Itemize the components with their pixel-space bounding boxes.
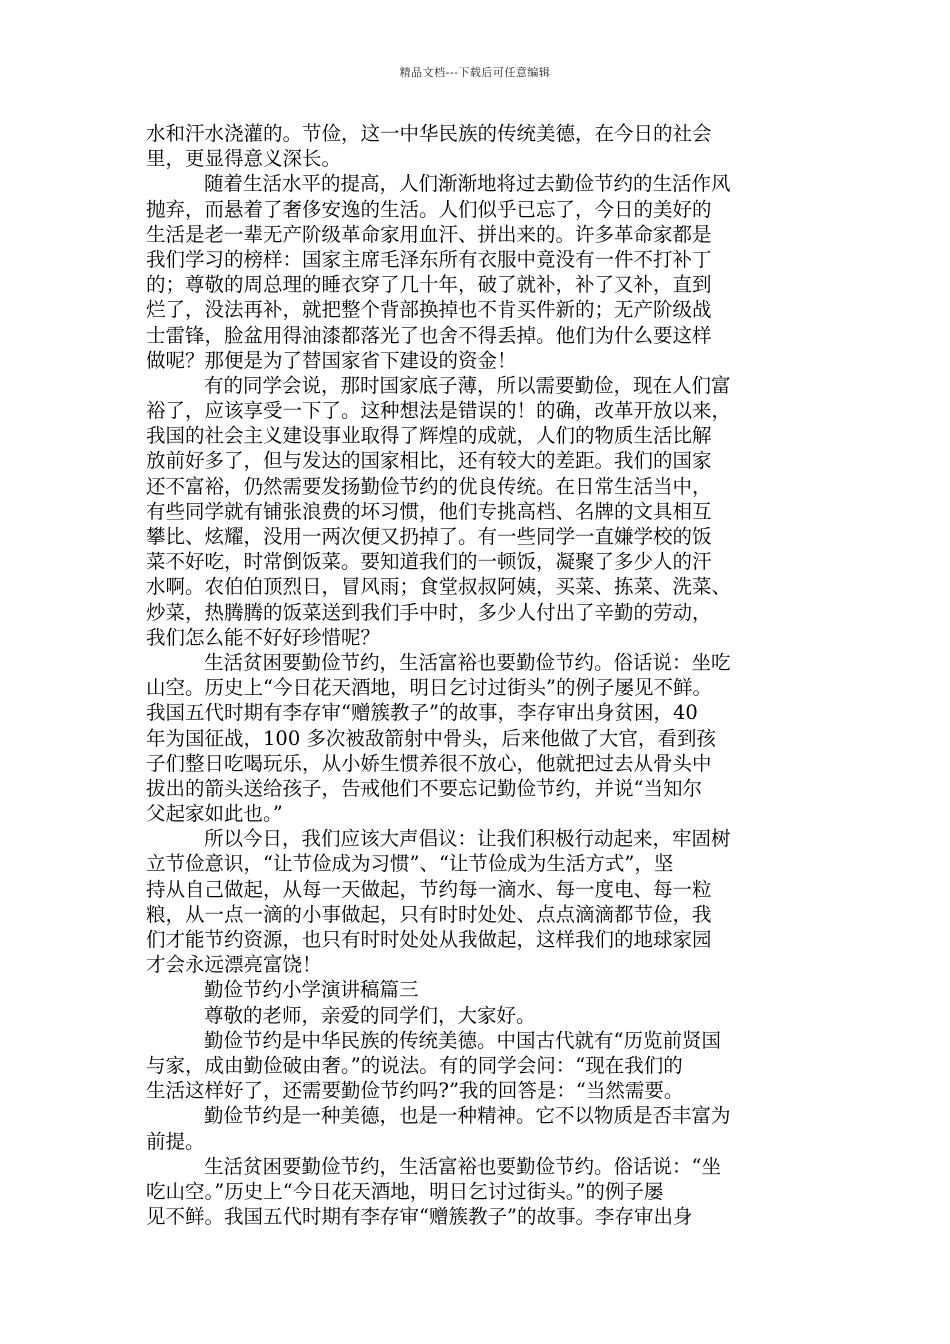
- text-line: 炒菜，热腾腾的饭菜送到我们手中时，多少人付出了辛勤的劳动，: [146, 600, 712, 624]
- text-line: 我们学习的榜样：国家主席毛泽东所有衣服中竟没有一件不打补丁: [146, 247, 712, 271]
- text-line: 生活贫困要勤俭节约，生活富裕也要勤俭节约。俗话说：坐吃: [204, 650, 731, 674]
- text-line: 水和汗水浇灌的。节俭，这一中华民族的传统美德，在今日的社会: [146, 122, 712, 145]
- text-line: 生活贫困要勤俭节约，生活富裕也要勤俭节约。俗话说：“坐: [204, 1154, 721, 1178]
- text-line: 生活是老一辈无产阶级革命家用血汗、拼出来的。许多革命家都是: [146, 222, 712, 246]
- text-line: 拔出的箭头送给孩子，告戒他们不要忘记勤俭节约，并说“当知尔: [146, 776, 702, 800]
- text-line: 吃山空。”历史上“今日花天酒地，明日乞讨过街头。”的例子屡: [146, 1179, 664, 1203]
- text-line: 勤俭节约是中华民族的传统美德。中国古代就有“历览前贤国: [204, 1028, 721, 1052]
- text-line: 所以今日，我们应该大声倡议：让我们积极行动起来，牢固树: [204, 827, 731, 851]
- text-line: 父起家如此也。”: [146, 802, 283, 826]
- text-line: 烂了，没法再补，就把整个背部换掉也不肯买件新的；无产阶级战: [146, 298, 712, 322]
- text-line: 们才能节约资源，也只有时时处处从我做起，这样我们的地球家园: [146, 928, 712, 951]
- text-line: 我国五代时期有李存审“赠簇教子”的故事，李存审出身贫困，40: [146, 701, 698, 725]
- text-line: 水啊。农伯伯顶烈日，冒风雨；食堂叔叔阿姨，买菜、拣菜、洗菜、: [146, 575, 732, 599]
- text-line: 士雷锋，脸盆用得油漆都落光了也舍不得丢掉。他们为什么要这样: [146, 323, 712, 347]
- text-line: 裕了，应该享受一下了。这种想法是错误的！的确，改革开放以来，: [146, 399, 732, 423]
- text-line: 勤俭节约小学演讲稿篇三: [204, 978, 419, 1002]
- text-line: 粮，从一点一滴的小事做起，只有时时处处、点点滴滴都节俭，我: [146, 902, 712, 926]
- text-line: 前提。: [146, 1129, 205, 1153]
- document-body: [146, 121, 808, 1229]
- text-line: 有些同学就有铺张浪费的坏习惯，他们专挑高档、名牌的文具相互: [146, 499, 712, 523]
- text-line: 的；尊敬的周总理的睡衣穿了几十年，破了就补，补了又补，直到: [146, 273, 712, 297]
- text-line: 生活这样好了，还需要勤俭节约吗?”我的回答是：“当然需要。: [146, 1079, 684, 1103]
- text-line: 持从自己做起，从每一天做起，节约每一滴水、每一度电、每一粒: [146, 877, 712, 901]
- text-line: 年为国征战，100 多次被敌箭射中骨头，后来他做了大官，看到孩: [146, 726, 716, 750]
- text-line: 勤俭节约是一种美德，也是一种精神。它不以物质是否丰富为: [204, 1104, 731, 1128]
- text-line: 有的同学会说，那时国家底子薄，所以需要勤俭，现在人们富: [204, 373, 731, 397]
- text-line: 里，更显得意义深长。: [146, 147, 342, 171]
- text-line: 我国的社会主义建设事业取得了辉煌的成就，人们的物质生活比解: [146, 424, 712, 448]
- text-line: 放前好多了，但与发达的国家相比，还有较大的差距。我们的国家: [146, 449, 712, 473]
- text-line: 子们整日吃喝玩乐，从小娇生惯养很不放心，他就把过去从骨头中: [146, 751, 712, 775]
- text-line: 见不鲜。我国五代时期有李存审“赠簇教子”的故事。李存审出身: [146, 1205, 693, 1229]
- text-line: 做呢？那便是为了替国家省下建设的资金！: [146, 348, 517, 372]
- text-line: 随着生活水平的提高，人们渐渐地将过去勤俭节约的生活作风: [204, 172, 731, 196]
- text-line: 我们怎么能不好好珍惜呢？: [146, 625, 381, 649]
- text-line: 还不富裕，仍然需要发扬勤俭节约的优良传统。在日常生活当中，: [146, 474, 712, 498]
- text-line: 菜不好吃，时常倒饭菜。要知道我们的一顿饭，凝聚了多少人的汗: [146, 550, 712, 574]
- text-line: 抛弃，而悬着了奢侈安逸的生活。人们似乎已忘了，今日的美好的: [146, 197, 712, 221]
- text-line: 山空。历史上“今日花天酒地，明日乞讨过街头”的例子屡见不鲜。: [146, 676, 712, 700]
- page-header: 精品文档---下载后可任意编辑: [399, 66, 551, 79]
- text-line: 与家，成由勤俭破由奢。”的说法。有的同学会问：“现在我们的: [146, 1053, 683, 1077]
- text-line: 立节俭意识，“让节俭成为习惯”、“让节俭成为生活方式”，坚: [146, 852, 674, 876]
- text-line: 尊敬的老师，亲爱的同学们，大家好。: [204, 1003, 536, 1027]
- text-line: 攀比、炫耀，没用一两次便又扔掉了。有一些同学一直嫌学校的饭: [146, 525, 712, 548]
- text-line: 才会永远漂亮富饶！: [146, 953, 322, 977]
